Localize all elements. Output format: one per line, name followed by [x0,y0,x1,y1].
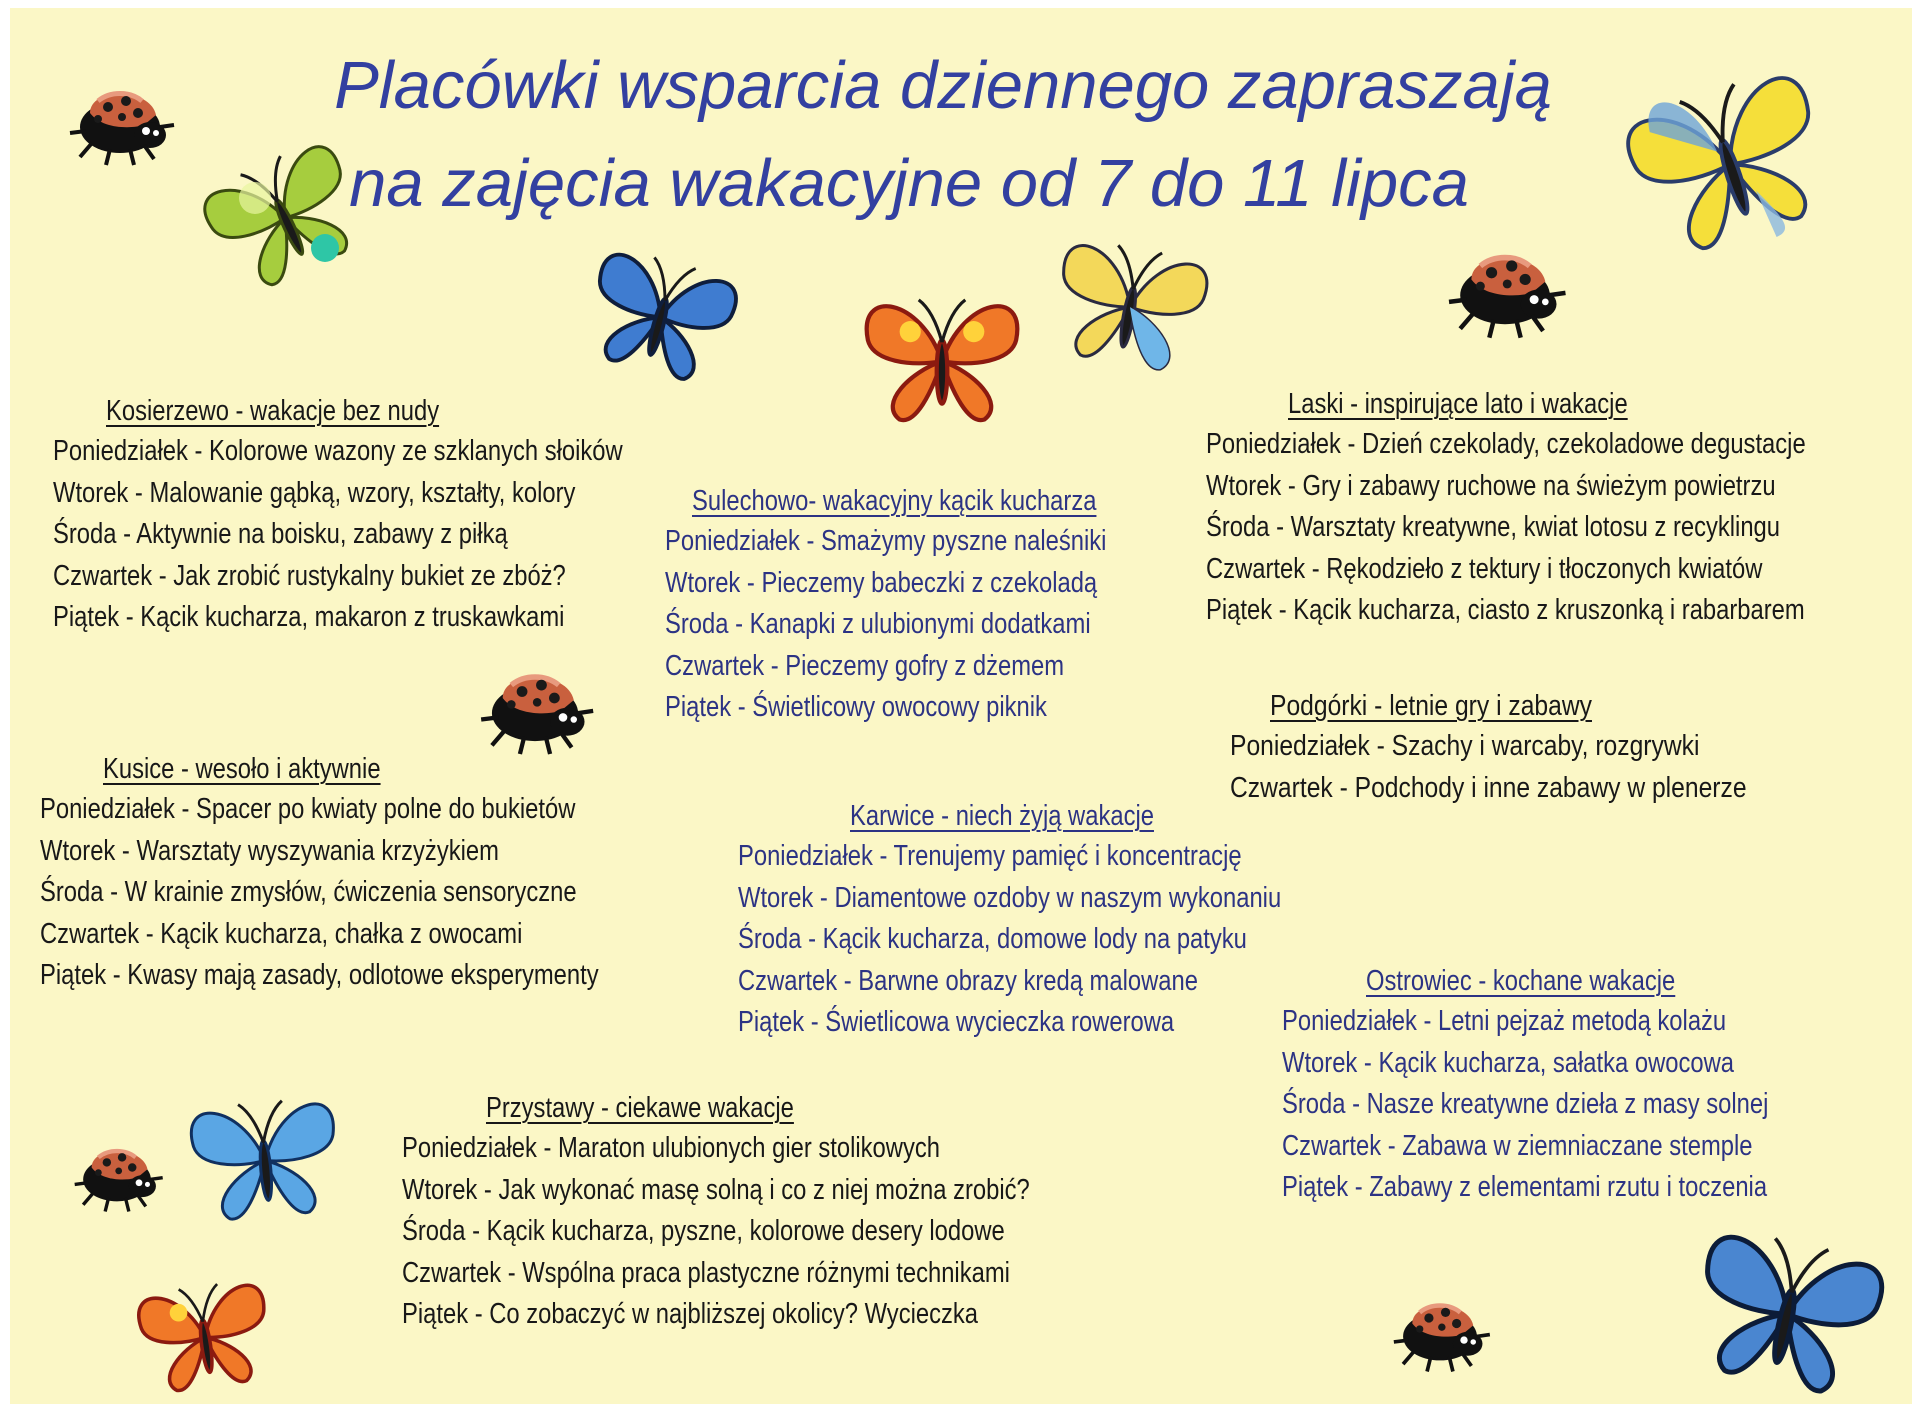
section-heading: Karwice - niech żyją wakacje [850,800,1154,832]
schedule-item: Wtorek - Jak wykonać masę solną i co z niej można zrobić? [402,1173,1030,1206]
schedule-item: Czwartek - Barwne obrazy kredą malowane [738,964,1198,997]
schedule-item: Środa - Kanapki z ulubionymi dodatkami [665,608,1091,640]
schedule-item: Wtorek - Malowanie gąbką, wzory, kształty, kolory [53,476,576,509]
schedule-item: Piątek - Świetlicowa wycieczka rowerowa [738,1006,1175,1038]
section-heading: Przystawy - ciekawe wakacje [486,1092,794,1124]
schedule-item: Środa - Kącik kucharza, domowe lody na patyku [738,923,1247,955]
schedule-item: Czwartek - Jak zrobić rustykalny bukiet ze zbóż? [53,559,566,592]
schedule-item: Poniedziałek - Smażymy pyszne naleśniki [665,525,1107,557]
schedule-item: Piątek - Zabawy z elementami rzutu i toczenia [1282,1171,1768,1203]
schedule-item: Wtorek - Diamentowe ozdoby w naszym wykonaniu [738,881,1282,914]
butterfly-icon [180,1068,350,1243]
ladybug-icon [465,658,605,766]
schedule-item: Czwartek - Zabawa w ziemniaczane stemple [1282,1129,1753,1162]
butterfly-icon [1682,1213,1892,1403]
schedule-item: Środa - Kącik kucharza, pyszne, kolorowe desery lodowe [402,1215,1005,1247]
schedule-item: Piątek - Świetlicowy owocowy piknik [665,691,1047,723]
schedule-item: Środa - W krainie zmysłów, ćwiczenia sensoryczne [40,876,577,908]
ladybug-icon [62,1136,172,1221]
schedule-item: Poniedziałek - Szachy i warcaby, rozgrywki [1230,730,1700,762]
page-subtitle: na zajęcia wakacyjne od 7 do 11 lipca [349,146,1469,221]
butterfly-icon [130,1263,280,1403]
schedule-item: Środa - Aktywnie na boisku, zabawy z piłką [53,518,508,550]
section-przystawy [402,1090,1168,1336]
schedule-item: Poniedziałek - Letni pejzaż metodą kolażu [1282,1005,1727,1037]
section-heading: Podgórki - letnie gry i zabawy [1270,690,1592,722]
section-sulechowo [665,483,1203,729]
schedule-item: Środa - Warsztaty kreatywne, kwiat lotosu z recyklingu [1206,511,1781,543]
schedule-item: Czwartek - Pieczemy gofry z dżemem [665,649,1065,682]
schedule-item: Czwartek - Podchody i inne zabawy w plenerze [1230,771,1747,804]
section-laski [1206,386,1912,632]
schedule-item: Środa - Nasze kreatywne dzieła z masy solnej [1282,1088,1769,1120]
butterfly-icon [578,230,743,395]
schedule-item: Piątek - Kwasy mają zasady, odlotowe eksperymenty [40,959,599,991]
poster [10,8,1912,1404]
schedule-item: Poniedziałek - Spacer po kwiaty polne do bukietów [40,793,576,825]
section-kosierzewo [53,393,748,639]
schedule-item: Czwartek - Rękodzieło z tektury i tłoczonych kwiatów [1206,552,1763,585]
schedule-item: Poniedziałek - Dzień czekolady, czekoladowe degustacje [1206,428,1806,460]
schedule-item: Piątek - Co zobaczyć w najbliższej okolicy? Wycieczka [402,1298,978,1330]
schedule-item: Wtorek - Pieczemy babeczki z czekoladą [665,566,1098,599]
schedule-item: Czwartek - Kącik kucharza, chałka z owocami [40,917,523,950]
section-heading: Kusice - wesoło i aktywnie [103,753,381,785]
butterfly-icon [852,270,1032,442]
section-heading: Kosierzewo - wakacje bez nudy [106,395,440,427]
section-ostrowiec [1282,963,1875,1209]
section-podgorki [1230,688,1838,809]
schedule-item: Wtorek - Kącik kucharza, sałatka owocowa [1282,1046,1734,1079]
section-heading: Sulechowo- wakacyjny kącik kucharza [692,485,1097,517]
ladybug-icon [1380,1288,1500,1383]
page-title: Placówki wsparcia dziennego zapraszają [334,48,1552,123]
section-kusice [40,751,721,997]
schedule-item: Poniedziałek - Kolorowe wazony ze szklanych słoików [53,435,623,467]
schedule-item: Piątek - Kącik kucharza, ciasto z kruszonką i rabarbarem [1206,594,1805,626]
butterfly-icon [1040,226,1220,378]
section-heading: Laski - inspirujące lato i wakacje [1288,388,1628,420]
schedule-item: Wtorek - Gry i zabawy ruchowe na świeżym powietrzu [1206,469,1776,502]
ladybug-icon [1430,238,1580,350]
section-heading: Ostrowiec - kochane wakacje [1366,965,1676,997]
schedule-item: Wtorek - Warsztaty wyszywania krzyżykiem [40,834,499,867]
schedule-item: Poniedziałek - Maraton ulubionych gier stolikowych [402,1132,940,1164]
schedule-item: Czwartek - Wspólna praca plastyczne różnymi technikami [402,1256,1010,1289]
schedule-item: Piątek - Kącik kucharza, makaron z truskawkami [53,601,565,633]
schedule-item: Poniedziałek - Trenujemy pamięć i koncentrację [738,840,1242,872]
